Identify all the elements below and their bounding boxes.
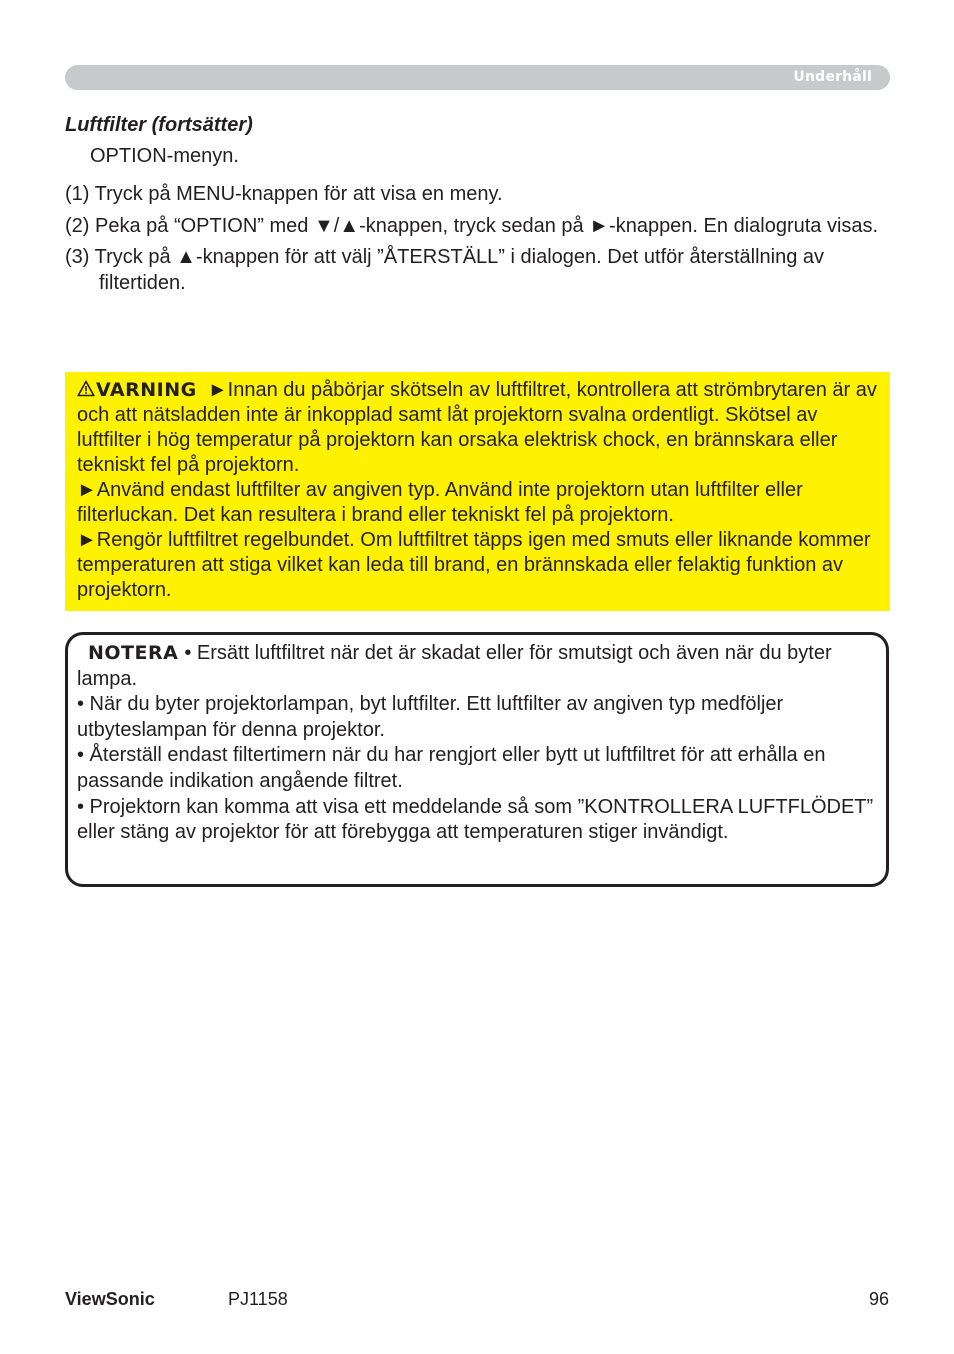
step-list [65,182,891,302]
section-header-label: Underhåll [793,69,872,85]
intro-text: OPTION-menyn. [90,145,239,167]
step-item: (3) Tryck på ▲-knappen för att välj ”ÅTERSTÄLL” i dialogen. Det utför återställning av filtertiden. [65,246,825,294]
warning-box [65,372,890,611]
warning-paragraph: ►Rengör luftfiltret regelbundet. Om luftfiltret täpps igen med smuts eller liknande kommer temperaturen att stiga vilket kan leda till brand, en brännskada eller felaktig funktion av projektorn. [77,529,871,601]
note-paragraph [77,641,878,692]
warning-paragraph [77,378,878,478]
section-title: Luftfilter (fortsätter) [65,114,253,136]
footer-brand: ViewSonic [65,1289,155,1309]
step-item: (1) Tryck på MENU-knappen för att visa en meny. [65,183,503,205]
note-box [65,632,889,887]
warning-label: VARNING [96,379,197,401]
footer-model: PJ1158 [228,1289,288,1309]
note-text: • Ersätt luftfiltret när det är skadat eller för smutsigt och även när du byter lampa. [77,642,832,690]
step-item: (2) Peka på “OPTION” med ▼/▲-knappen, tryck sedan på ►-knappen. En dialogruta visas. [65,214,879,237]
note-paragraph: • När du byter projektorlampan, byt luftfilter. Ett luftfilter av angiven typ medföljer utbyteslampan för denna projektor. [77,693,784,741]
note-paragraph: • Återställ endast filtertimern när du har rengjort eller bytt ut luftfiltret för att erhålla en passande indikation angående filtret. [77,744,826,792]
warning-triangle-icon [77,380,95,397]
note-label: NOTERA [88,642,179,664]
section-header-bar [65,65,890,90]
warning-heading [77,379,197,401]
page-number: 96 [868,1289,889,1309]
warning-text: ►Innan du påbörjar skötseln av luftfiltret, kontrollera att strömbrytaren är av och att nätsladden inte är inkopplad samt låt projektorn svalna ordentligt. Skötsel av luftfilter i hög temperatur på projektorn kan orsaka elektrisk chock, en brännskara eller tekniskt fel på projektorn. [77,379,877,476]
note-paragraph: • Projektorn kan komma att visa ett meddelande så som ”KONTROLLERA LUFTFLÖDET” eller stäng av projektor för att förebygga att temperaturen stiger invändigt. [77,795,874,844]
warning-paragraph: ►Använd endast luftfilter av angiven typ. Använd inte projektorn utan luftfilter eller filterluckan. Det kan resultera i brand eller tekniskt fel på projektorn. [77,479,803,526]
